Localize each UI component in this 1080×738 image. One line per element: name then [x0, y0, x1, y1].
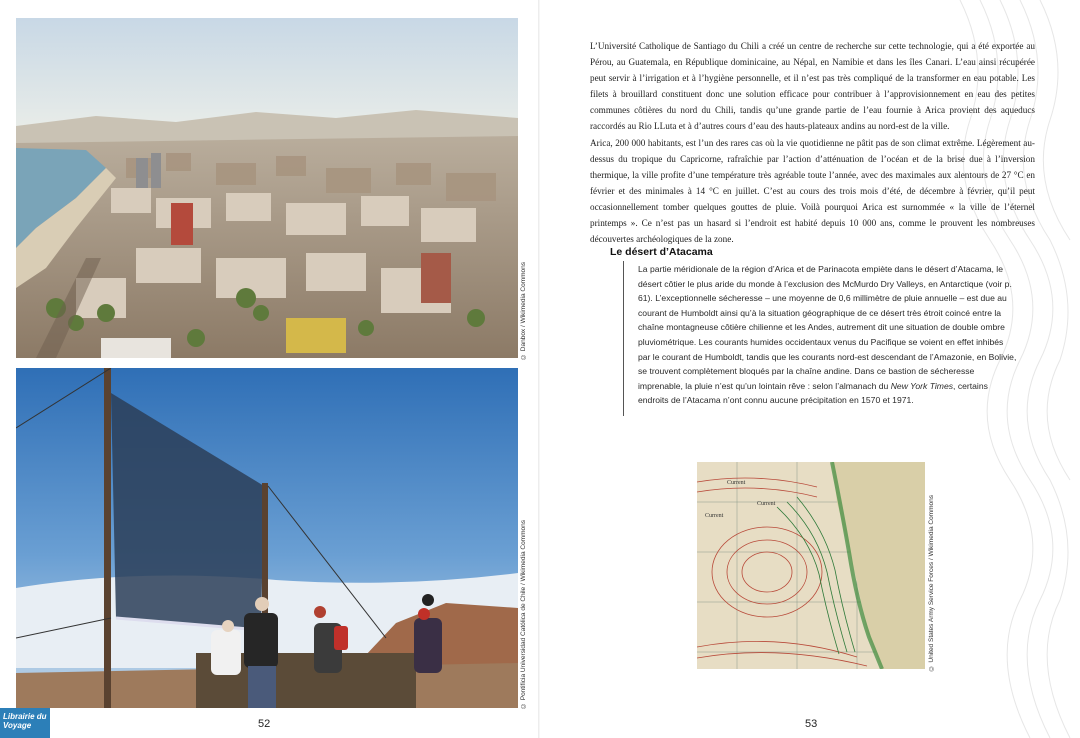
librairie-du-voyage-logo: Librairie du Voyage: [0, 708, 50, 738]
paragraph-fog-nets: L’Université Catholique de Santiago du Chili a créé un centre de recherche sur cette technologie, qui a été exportée au Pérou, au Guatemala, en République dominicaine, au Népal, en Namibie et dans les îles Canari. L’eau ainsi récupérée peut servir à l’irrigation et à l’hygiène personnelle, et il n’est pas très compliqué de la transformer en eau potable. Les filets à brouillard constituent donc une solution efficace pour contribuer à l’approvisionnement en eau des petites communes côtières du nord du Chili, tandis qu’une grande partie de l’eau fournie à Arica provient des aqueducs raccordés au Rio LLuta et à d’autres cours d’eau des hauts-plateaux andins au nord-est de la ville.: [590, 41, 1035, 132]
map-credit: © United States Army Service Forces / Wikimedia Commons: [928, 495, 935, 672]
section-title-atacama: Le désert d’Atacama: [610, 246, 713, 258]
fog-net-illustration: [16, 368, 518, 708]
map-label-current-2: Current: [705, 513, 724, 519]
section-side-rule: [623, 261, 624, 416]
section-text-part1: La partie méridionale de la région d’Arica et de Parinacota empiète dans le désert d’Atacama, le désert côtier le plus aride du monde à l’exclusion des McMurdo Dry Valleys, en Antarctique (voir p. 61). L’exceptionnelle sécheresse – une moyenne de 0,6 millimètre de pluie annuelle – est due au courant de Humboldt ainsi qu’à la situation géographique de ce désert très étroit coincé entre la chaîne montagneuse côtière chilienne et les Andes, autrement dit une situation de double ombre pluviométrique. Les courants humides occidentaux venus du Pacifique se voient en effet inhibés par le courant de Humboldt, tandis que les courants nord-est descendant de l’Amazonie, en Bolivie, se trouvent complètement bloqués par la chaîne andine. Dans ce bastion de sécheresse imprenable, la pluie n’est qu’un lointain rêve : selon l’almanach du: [638, 264, 1017, 391]
paragraph-arica: Arica, 200 000 habitants, est l’un des rares cas où la vie quotidienne ne pâtit pas de son climat extrême. Légèrement au-dessus du tropique du Capricorne, rafraîchie par l’action d’atténuation de l’océan et de la brise due à l’inversion thermique, la ville profite d’une température très agréable toute l’année, avec des maximales aux alentours de 27 °C en février et des minimales à 14 °C en juillet. C’est au cours des trois mois d’été, de décembre à février, qu’il peut occasionnellement tomber quelques gouttes de pluie. Voilà pourquoi Arica est surnommée « la ville de l’éternel printemps ». Ce n’est pas un hasard si l’endroit est habité depuis 10 000 ans, comme le prouvent les nombreuses découvertes archéologiques de la zone.: [590, 137, 1035, 245]
fog-net-photo: [16, 368, 518, 708]
main-article-text: [590, 38, 1035, 247]
right-page: [540, 0, 1080, 738]
currents-map-illustration: [697, 462, 925, 669]
ocean-currents-map: [697, 462, 925, 669]
page-number-left: 52: [258, 718, 271, 730]
section-text-italic: New York Times: [890, 380, 954, 391]
map-label-current-3: Current: [757, 501, 776, 507]
section-text-part2: , certains endroits de l’Atacama n’ont connu aucune précipitation en 1570 et 1971.: [638, 380, 988, 406]
arica-city-photo: [16, 18, 518, 358]
page-number-right: 53: [805, 718, 818, 730]
arica-city-illustration: [16, 18, 518, 358]
photo-credit-city: © Danbox / Wikimedia Commons: [520, 262, 527, 361]
map-label-current-1: Current: [727, 480, 746, 486]
section-text-atacama: [638, 262, 1018, 408]
photo-credit-net: © Pontificia Universidad Católica de Chile / Wikimedia Commons: [520, 520, 527, 710]
